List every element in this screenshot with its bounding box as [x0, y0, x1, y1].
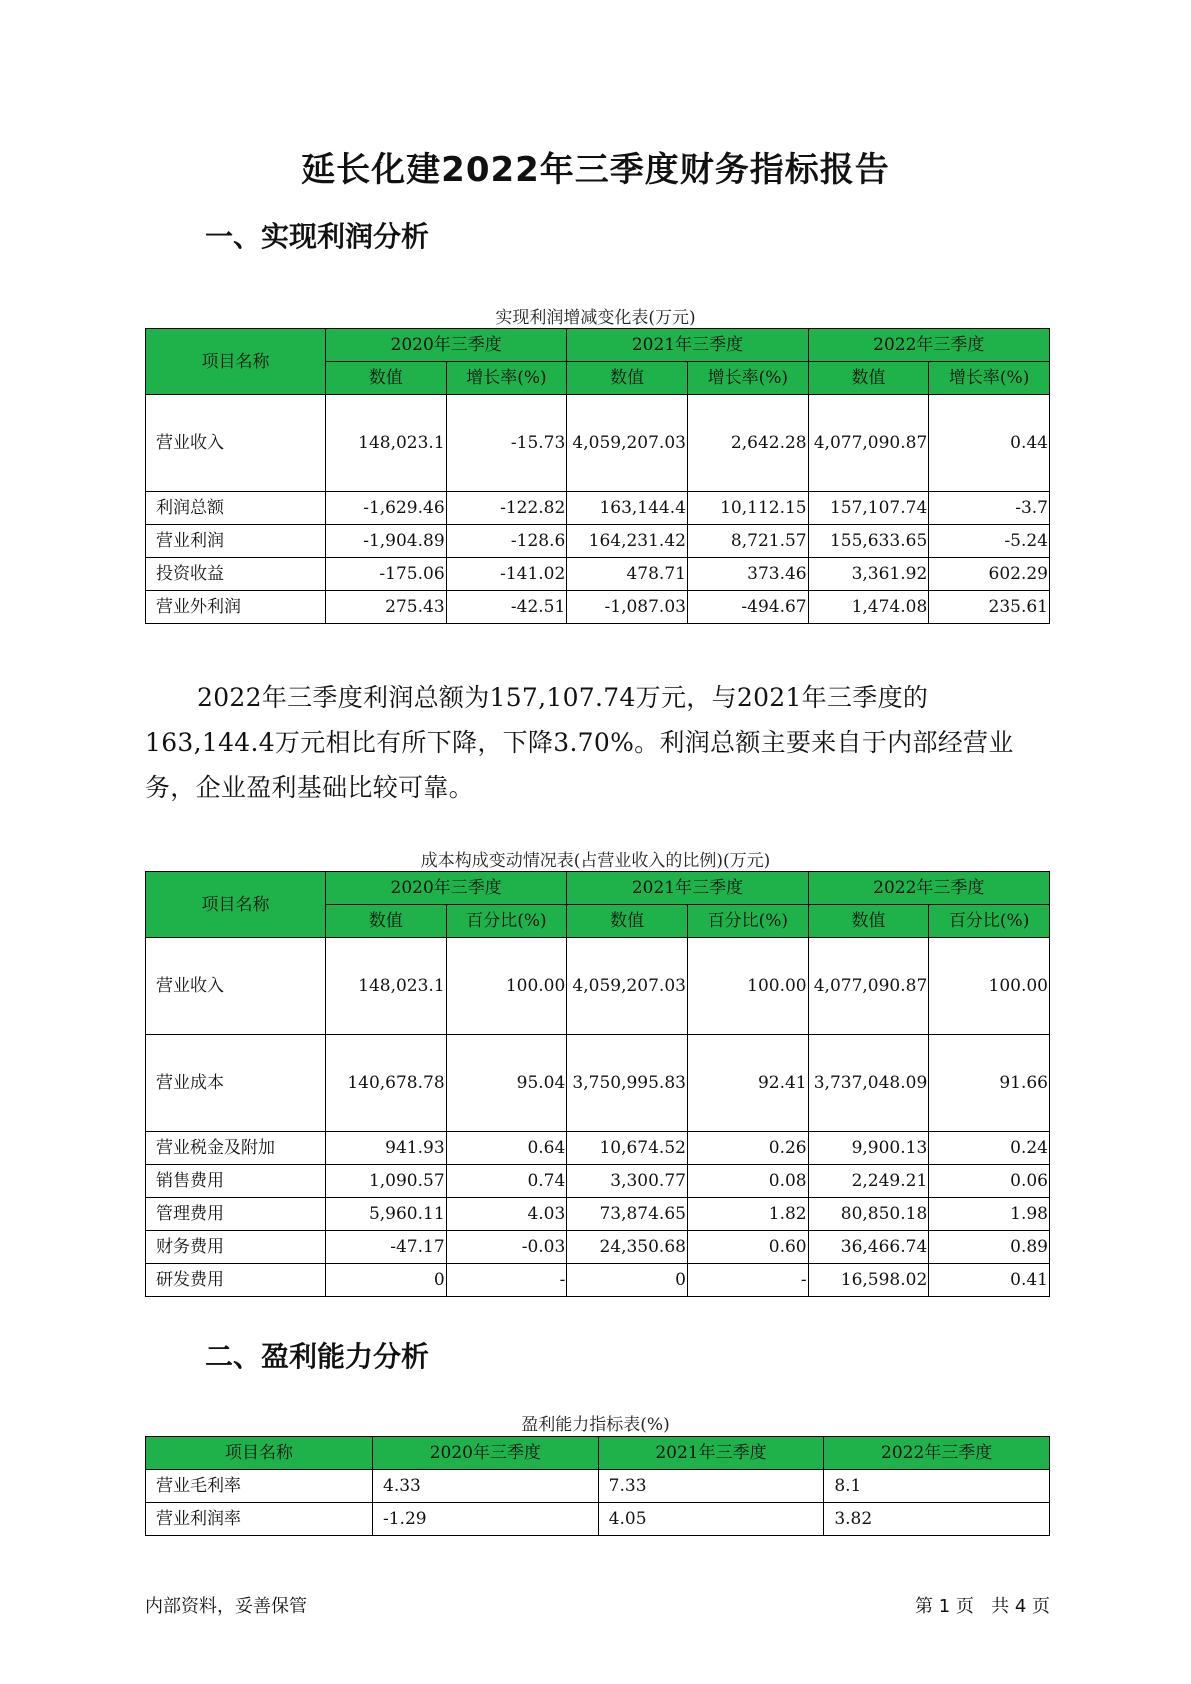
row-label: 营业收入 — [146, 395, 326, 492]
header-period: 2020年三季度 — [373, 1437, 599, 1470]
table-cell: 7.33 — [598, 1470, 824, 1503]
table-cell: 9,900.13 — [808, 1132, 929, 1165]
header-item-name: 项目名称 — [146, 872, 326, 938]
table-cell: 10,674.52 — [567, 1132, 688, 1165]
table-row — [146, 938, 1050, 1035]
table-cell: 8,721.57 — [687, 525, 808, 558]
row-label: 营业毛利率 — [146, 1470, 373, 1503]
table-cell: -1,087.03 — [567, 591, 688, 624]
table-cell: 140,678.78 — [326, 1035, 447, 1132]
table-cell: 100.00 — [446, 938, 567, 1035]
subheader: 增长率(%) — [687, 362, 808, 395]
table-cell: - — [446, 1264, 567, 1297]
table-cell: 3,361.92 — [808, 558, 929, 591]
row-label: 营业利润率 — [146, 1503, 373, 1536]
table-cell: 4,059,207.03 — [567, 938, 688, 1035]
table-cell: 100.00 — [687, 938, 808, 1035]
row-label: 营业外利润 — [146, 591, 326, 624]
table-cell: -141.02 — [446, 558, 567, 591]
table-caption-profitability: 盈利能力指标表(%) — [521, 1415, 670, 1435]
table-row — [146, 1470, 1050, 1503]
footer-confidential-note: 内部资料，妥善保管 — [145, 1596, 307, 1617]
row-label: 投资收益 — [146, 558, 326, 591]
subheader: 增长率(%) — [929, 362, 1050, 395]
table-cell: 80,850.18 — [808, 1198, 929, 1231]
profitability-table — [145, 1436, 1050, 1536]
table-cell: 148,023.1 — [326, 938, 447, 1035]
table-cell: 2,249.21 — [808, 1165, 929, 1198]
table-cell: 0.06 — [929, 1165, 1050, 1198]
table-cell: 157,107.74 — [808, 492, 929, 525]
table-cell: 91.66 — [929, 1035, 1050, 1132]
table-cell: - — [687, 1264, 808, 1297]
table-cell: -122.82 — [446, 492, 567, 525]
header-period: 2022年三季度 — [808, 872, 1049, 905]
table-cell: 4,059,207.03 — [567, 395, 688, 492]
table-row — [146, 1035, 1050, 1132]
subheader: 百分比(%) — [446, 905, 567, 938]
table-row — [146, 591, 1050, 624]
table-cell: 0.26 — [687, 1132, 808, 1165]
table-cell: 36,466.74 — [808, 1231, 929, 1264]
subheader: 数值 — [808, 362, 929, 395]
row-label: 财务费用 — [146, 1231, 326, 1264]
table-cell: 478.71 — [567, 558, 688, 591]
row-label: 利润总额 — [146, 492, 326, 525]
subheader: 百分比(%) — [929, 905, 1050, 938]
row-label: 营业利润 — [146, 525, 326, 558]
table-cell: 4,077,090.87 — [808, 395, 929, 492]
table-cell: 16,598.02 — [808, 1264, 929, 1297]
subheader: 数值 — [567, 905, 688, 938]
header-period: 2022年三季度 — [808, 329, 1049, 362]
table-cell: 235.61 — [929, 591, 1050, 624]
subheader: 百分比(%) — [687, 905, 808, 938]
table-cell: 4,077,090.87 — [808, 938, 929, 1035]
row-label: 营业收入 — [146, 938, 326, 1035]
table-row — [146, 492, 1050, 525]
table-cell: -3.7 — [929, 492, 1050, 525]
subheader: 增长率(%) — [446, 362, 567, 395]
table-row — [146, 395, 1050, 492]
table-cell: -42.51 — [446, 591, 567, 624]
table-cell: 2,642.28 — [687, 395, 808, 492]
table-cell: 5,960.11 — [326, 1198, 447, 1231]
row-label: 管理费用 — [146, 1198, 326, 1231]
table-row — [146, 1264, 1050, 1297]
subheader: 数值 — [567, 362, 688, 395]
header-period: 2020年三季度 — [326, 329, 567, 362]
table-cell: -1,904.89 — [326, 525, 447, 558]
header-period: 2022年三季度 — [824, 1437, 1050, 1470]
section-heading-profitability: 二、盈利能力分析 — [205, 1340, 430, 1373]
table-cell: 1,474.08 — [808, 591, 929, 624]
row-label: 营业成本 — [146, 1035, 326, 1132]
table-cell: 1.82 — [687, 1198, 808, 1231]
table-cell: 4.05 — [598, 1503, 824, 1536]
table-row — [146, 1198, 1050, 1231]
table-cell: -1,629.46 — [326, 492, 447, 525]
table-cell: -5.24 — [929, 525, 1050, 558]
table-cell: 0.44 — [929, 395, 1050, 492]
header-period: 2021年三季度 — [567, 872, 808, 905]
header-period: 2021年三季度 — [598, 1437, 824, 1470]
table-cell: 163,144.4 — [567, 492, 688, 525]
subheader: 数值 — [326, 362, 447, 395]
table-cell: 0.24 — [929, 1132, 1050, 1165]
table-cell: 0 — [567, 1264, 688, 1297]
table-cell: 0.60 — [687, 1231, 808, 1264]
table-cell: -47.17 — [326, 1231, 447, 1264]
report-title: 延长化建2022年三季度财务指标报告 — [301, 150, 890, 190]
table-cell: 148,023.1 — [326, 395, 447, 492]
table-cell: 1,090.57 — [326, 1165, 447, 1198]
table-cell: 602.29 — [929, 558, 1050, 591]
table-row — [146, 1503, 1050, 1536]
table-cell: 164,231.42 — [567, 525, 688, 558]
row-label: 营业税金及附加 — [146, 1132, 326, 1165]
subheader: 数值 — [808, 905, 929, 938]
subheader: 数值 — [326, 905, 447, 938]
row-label: 销售费用 — [146, 1165, 326, 1198]
section-heading-profit: 一、实现利润分析 — [205, 220, 430, 253]
header-period: 2020年三季度 — [326, 872, 567, 905]
table-cell: -175.06 — [326, 558, 447, 591]
table-cell: 0.41 — [929, 1264, 1050, 1297]
table-caption-profit-change: 实现利润增减变化表(万元) — [495, 308, 696, 328]
table-cell: 1.98 — [929, 1198, 1050, 1231]
table-cell: 24,350.68 — [567, 1231, 688, 1264]
table-caption-cost-structure: 成本构成变动情况表(占营业收入的比例)(万元) — [420, 851, 771, 871]
table-row — [146, 525, 1050, 558]
table-cell: 100.00 — [929, 938, 1050, 1035]
table-row — [146, 558, 1050, 591]
table-cell: -15.73 — [446, 395, 567, 492]
table-cell: 0 — [326, 1264, 447, 1297]
table-row — [146, 1132, 1050, 1165]
table-cell: 941.93 — [326, 1132, 447, 1165]
table-cell: 0.89 — [929, 1231, 1050, 1264]
cost-structure-table — [145, 871, 1050, 1297]
table-cell: -494.67 — [687, 591, 808, 624]
profit-change-table — [145, 328, 1050, 624]
table-cell: 95.04 — [446, 1035, 567, 1132]
table-cell: 73,874.65 — [567, 1198, 688, 1231]
row-label: 研发费用 — [146, 1264, 326, 1297]
table-row — [146, 1165, 1050, 1198]
table-cell: 4.33 — [373, 1470, 599, 1503]
table-cell: 0.64 — [446, 1132, 567, 1165]
footer-page-number: 第 1 页 共 4 页 — [915, 1596, 1050, 1617]
table-cell: 92.41 — [687, 1035, 808, 1132]
table-cell: 3,750,995.83 — [567, 1035, 688, 1132]
table-cell: 0.74 — [446, 1165, 567, 1198]
table-cell: 155,633.65 — [808, 525, 929, 558]
profit-analysis-paragraph: 2022年三季度利润总额为157,107.74万元，与2021年三季度的163,144.4万元相比有所下降，下降3.70%。利润总额主要来自于内部经营业务，企业盈利基础比较可靠。 — [145, 683, 1014, 802]
table-cell: 0.08 — [687, 1165, 808, 1198]
table-cell: 3.82 — [824, 1503, 1050, 1536]
table-cell: 3,737,048.09 — [808, 1035, 929, 1132]
table-cell: 4.03 — [446, 1198, 567, 1231]
table-cell: -128.6 — [446, 525, 567, 558]
table-cell: -0.03 — [446, 1231, 567, 1264]
table-cell: 373.46 — [687, 558, 808, 591]
table-cell: 3,300.77 — [567, 1165, 688, 1198]
table-cell: 8.1 — [824, 1470, 1050, 1503]
table-cell: 10,112.15 — [687, 492, 808, 525]
header-item-name: 项目名称 — [146, 1437, 373, 1470]
header-period: 2021年三季度 — [567, 329, 808, 362]
header-item-name: 项目名称 — [146, 329, 326, 395]
table-cell: 275.43 — [326, 591, 447, 624]
table-cell: -1.29 — [373, 1503, 599, 1536]
table-row — [146, 1231, 1050, 1264]
